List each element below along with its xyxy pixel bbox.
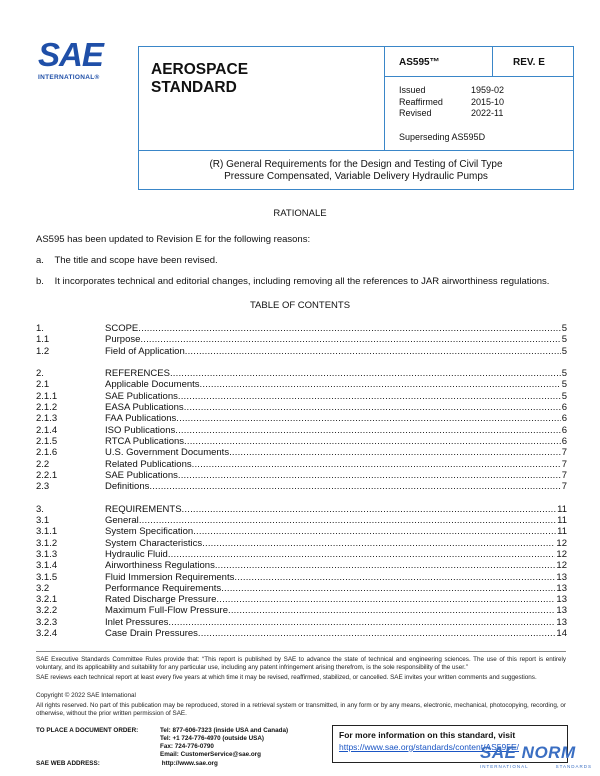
toc-entry[interactable]	[36, 323, 567, 334]
toc-leader	[178, 470, 561, 481]
toc-page: 6	[561, 413, 567, 425]
toc-title: REQUIREMENTS	[105, 503, 182, 515]
rationale-heading: RATIONALE	[273, 208, 327, 219]
toc-number: 2.2	[36, 458, 50, 470]
toc-title: FAA Publications	[105, 413, 177, 425]
toc-entry[interactable]	[36, 628, 567, 639]
toc-entry[interactable]	[36, 459, 567, 470]
toc-page: 7	[561, 481, 567, 493]
toc-entry[interactable]	[36, 526, 567, 537]
web-label: SAE WEB ADDRESS:	[36, 760, 100, 767]
toc-leader	[228, 605, 555, 616]
toc-leader	[185, 346, 561, 357]
toc-entry[interactable]	[36, 504, 567, 515]
copyright-text: Copyright © 2022 SAE International	[36, 692, 136, 699]
revised-value: 2022-11	[471, 108, 504, 118]
toc-title: RTCA Publications	[105, 435, 185, 447]
toc-leader	[193, 526, 556, 537]
toc-entry[interactable]	[36, 413, 567, 424]
toc-number: 3.2	[36, 582, 50, 594]
toc-number: 1.2	[36, 345, 50, 357]
phone-intl: Tel: +1 724-776-4970 (outside USA)	[160, 735, 264, 742]
email-address[interactable]: Email: CustomerService@sae.org	[160, 751, 261, 758]
reaffirmed-label: Reaffirmed	[399, 96, 443, 107]
superseding-note: Superseding AS595D	[399, 131, 486, 142]
toc-number: 3.2.1	[36, 594, 58, 606]
toc-leader	[184, 436, 561, 447]
toc-entry[interactable]	[36, 402, 567, 413]
item-b-label: b.	[36, 276, 44, 287]
toc-title: Performance Requirements	[105, 582, 222, 594]
toc-number: 3.2.4	[36, 628, 58, 640]
toc-page: 5	[561, 345, 567, 357]
reaffirmed-value: 2015-10	[471, 96, 505, 107]
toc-entry[interactable]	[36, 368, 567, 379]
issued-row	[399, 85, 575, 97]
toc-title: System Characteristics	[105, 537, 203, 549]
toc-leader	[229, 447, 561, 458]
watermark-left: INTERNATIONAL	[480, 764, 529, 769]
toc-number: 1.1	[36, 334, 50, 346]
toc-number: 3.2.2	[36, 605, 58, 617]
order-label: TO PLACE A DOCUMENT ORDER:	[36, 727, 139, 734]
toc-page: 11	[557, 503, 567, 515]
toc-number: 2.1.2	[36, 402, 58, 414]
toc-page: 5	[561, 379, 567, 391]
logo-mark: SAE	[38, 36, 103, 73]
toc-number: 2.1.5	[36, 435, 58, 447]
toc-page: 13	[556, 616, 567, 628]
toc-title: Airworthiness Regulations	[105, 560, 215, 572]
subject-line1: (R) General Requirements for the Design and Testing of Civil Type	[209, 159, 503, 170]
subject-line2: Pressure Compensated, Variable Delivery Hydraulic Pumps	[224, 171, 488, 182]
document-subject	[139, 150, 573, 189]
review-policy-text: SAE reviews each technical report at least every five years at which time it may be revised, reaffirmed, stabilized, or cancelled. SAE invites your written comments and suggestions.	[36, 674, 537, 681]
toc-leader	[184, 402, 561, 413]
toc-title: SCOPE	[105, 323, 139, 334]
web-link[interactable]: http://www.sae.org	[161, 760, 218, 767]
toc-title: Related Publications	[105, 458, 192, 470]
toc-title: Rated Discharge Pressure	[105, 594, 217, 606]
standard-type-line1: AEROSPACE	[151, 61, 249, 78]
toc-entry[interactable]	[36, 481, 567, 492]
issued-value: 1959-02	[471, 85, 505, 95]
toc-leader	[178, 391, 561, 402]
watermark-subline	[480, 764, 592, 769]
item-a-text: The title and scope have been revised.	[54, 255, 218, 266]
toc-heading: TABLE OF CONTENTS	[249, 300, 351, 311]
toc-title: System Specification	[105, 526, 194, 538]
standard-type-cell	[139, 47, 385, 150]
toc-leader	[216, 594, 555, 605]
toc-page: 7	[561, 469, 567, 481]
toc-page: 13	[556, 594, 567, 606]
sae-logo	[38, 36, 120, 88]
toc-number: 1.	[36, 323, 44, 334]
toc-entry[interactable]	[36, 515, 567, 526]
toc-title: Applicable Documents	[105, 379, 200, 391]
toc-title: REFERENCES	[105, 368, 170, 380]
toc-title: Definitions	[105, 481, 150, 493]
issued-label: Issued	[399, 85, 426, 95]
toc-title: U.S. Government Documents	[105, 447, 230, 459]
committee-rules-text: SAE Executive Standards Committee Rules provide that: “This report is published by SAE to advance the state of technical and engineering sciences. The use of this report is entirely voluntary, and its applicability and suitability for any particular use, including any patent infringement arising therefrom, is the sole responsibility of the user.”	[36, 656, 566, 671]
toc-number: 2.1.3	[36, 413, 58, 425]
rationale-item-b	[36, 276, 549, 287]
toc-title: SAE Publications	[105, 469, 178, 481]
toc-page: 5	[561, 334, 567, 346]
toc-title: Field of Application	[105, 345, 185, 357]
toc-title: SAE Publications	[105, 390, 178, 402]
toc-number: 3.1.4	[36, 560, 58, 572]
toc-number: 2.	[36, 368, 44, 380]
toc-leader	[138, 323, 560, 334]
toc-title: Fluid Immersion Requirements	[105, 571, 235, 583]
toc-leader	[176, 413, 560, 424]
toc-number: 3.1	[36, 515, 50, 527]
toc-leader	[170, 368, 561, 379]
toc-page: 7	[561, 447, 567, 459]
toc-entry[interactable]	[36, 334, 567, 345]
toc-title: ISO Publications	[105, 424, 176, 436]
toc-title: Hydraulic Fluid	[105, 548, 168, 560]
toc-entry[interactable]	[36, 560, 567, 571]
toc-number: 3.1.5	[36, 571, 58, 583]
logo-subtitle: INTERNATIONAL®	[38, 74, 100, 81]
toc-entry[interactable]	[36, 346, 567, 357]
toc-entry[interactable]	[36, 538, 567, 549]
document-number: AS595™	[385, 47, 493, 77]
toc-entry[interactable]	[36, 583, 567, 594]
footer-divider	[36, 651, 566, 652]
fax-number: Fax: 724-776-0790	[160, 743, 214, 750]
toc-entry[interactable]	[36, 447, 567, 458]
watermark-right: STANDARDS	[555, 764, 592, 769]
toc-leader	[175, 425, 560, 436]
toc-title: Case Drain Pressures	[105, 628, 198, 640]
toc-entry[interactable]	[36, 425, 567, 436]
toc-number: 2.1.6	[36, 447, 58, 459]
toc-leader	[139, 515, 556, 526]
toc-page: 14	[556, 628, 567, 640]
toc-number: 2.1	[36, 379, 50, 391]
toc-number: 3.1.3	[36, 548, 58, 560]
toc-page: 7	[561, 458, 567, 470]
toc-leader	[198, 628, 556, 639]
toc-number: 3.1.1	[36, 526, 58, 538]
web-address-row	[36, 760, 218, 767]
item-b-text: It incorporates technical and editorial changes, including removing all the references to JAR airworthiness regulations.	[54, 276, 550, 287]
order-contact-values	[160, 727, 330, 759]
more-info-title: For more information on this standard, visit	[339, 730, 516, 740]
toc-leader	[221, 583, 555, 594]
revised-row	[399, 108, 575, 120]
rationale-intro: AS595 has been updated to Revision E for the following reasons:	[36, 234, 311, 245]
document-dates	[385, 77, 575, 150]
toc-entry[interactable]	[36, 605, 567, 616]
rationale-item-a	[36, 255, 218, 266]
watermark-title: SAE NORM	[480, 743, 576, 762]
toc-page: 6	[561, 424, 567, 436]
toc-number: 3.2.3	[36, 616, 58, 628]
toc-page: 5	[561, 390, 567, 402]
toc-title: Inlet Pressures	[105, 616, 169, 628]
toc-leader	[182, 504, 557, 515]
toc-entry[interactable]	[36, 379, 567, 390]
toc-leader	[192, 459, 561, 470]
document-header	[138, 46, 574, 190]
toc-number: 2.1.1	[36, 390, 58, 402]
toc-leader	[200, 379, 561, 390]
toc-number: 2.3	[36, 481, 50, 493]
toc-entry[interactable]	[36, 594, 567, 605]
toc-title: Maximum Full-Flow Pressure	[105, 605, 228, 617]
toc-leader	[140, 334, 560, 345]
toc-page: 12	[556, 548, 567, 560]
toc-title: General	[105, 515, 139, 527]
toc-page: 6	[561, 435, 567, 447]
toc-entry[interactable]	[36, 549, 567, 560]
toc-page: 13	[556, 582, 567, 594]
toc-leader	[215, 560, 556, 571]
toc-page: 12	[556, 560, 567, 572]
sae-norm-watermark	[480, 743, 596, 773]
toc-page: 11	[557, 526, 567, 538]
toc-number: 3.1.2	[36, 537, 58, 549]
toc-title: EASA Publications	[105, 402, 184, 414]
reaffirmed-row	[399, 97, 575, 109]
toc-entry[interactable]	[36, 617, 567, 628]
item-a-label: a.	[36, 255, 44, 266]
toc-page: 6	[561, 402, 567, 414]
toc-leader	[168, 549, 556, 560]
toc-number: 2.1.4	[36, 424, 58, 436]
rights-text: All rights reserved. No part of this publication may be reproduced, stored in a retrieval system or transmitted, in any form or by any means, electronic, mechanical, photocopying, recording, or otherwise, without the prior written permission of SAE.	[36, 702, 566, 717]
toc-page: 12	[556, 537, 567, 549]
toc-number: 3.	[36, 503, 44, 515]
toc-entry[interactable]	[36, 572, 567, 583]
revised-label: Revised	[399, 108, 432, 118]
standard-link[interactable]: https://www.sae.org/standards/content/AS595E/	[339, 742, 520, 752]
standard-type-line2: STANDARD	[151, 79, 237, 96]
toc-entry[interactable]	[36, 470, 567, 481]
toc-page: 13	[556, 605, 567, 617]
revision-label: REV. E	[493, 47, 573, 77]
phone-usa: Tel: 877-606-7323 (inside USA and Canada)	[160, 727, 289, 734]
toc-leader	[149, 481, 560, 492]
toc-page: 13	[556, 571, 567, 583]
toc-number: 2.2.1	[36, 469, 58, 481]
toc-leader	[168, 617, 555, 628]
toc-page: 5	[561, 323, 567, 334]
toc-entry[interactable]	[36, 391, 567, 402]
toc-entry[interactable]	[36, 436, 567, 447]
order-contact	[36, 727, 289, 758]
toc-page: 5	[561, 368, 567, 380]
toc-title: Purpose	[105, 334, 141, 346]
table-of-contents	[36, 323, 567, 639]
toc-leader	[234, 572, 555, 583]
toc-page: 11	[557, 515, 567, 527]
toc-leader	[202, 538, 555, 549]
